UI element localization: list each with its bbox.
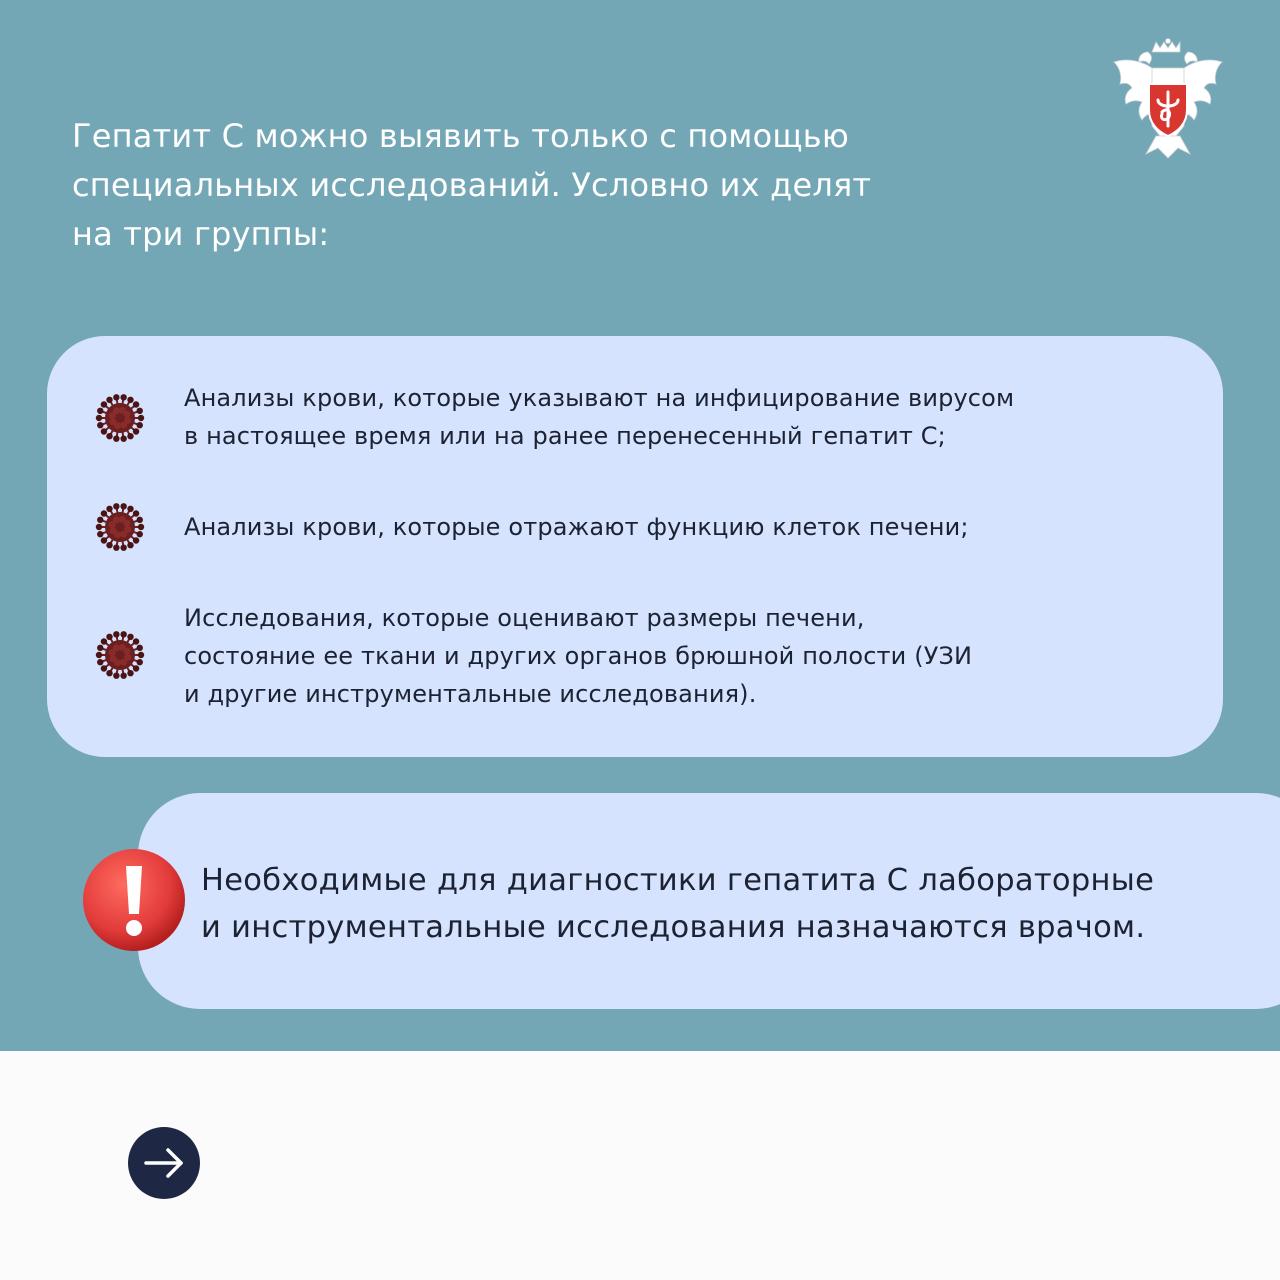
list-item-text: Анализы крови, которые указывают на инфицирование вирусом в настоящее время или на ранее перенесенный гепатит С; [184, 384, 1015, 450]
ministry-emblem-icon [1112, 38, 1224, 160]
virus-icon [95, 630, 145, 680]
research-groups-card [47, 336, 1223, 757]
intro-text: Гепатит С можно выявить только с помощью специальных исследований. Условно их делят на три группы: [72, 117, 872, 253]
list-item-text: Анализы крови, которые отражают функцию клеток печени; [184, 513, 969, 541]
doctor-note-text: Необходимые для диагностики гепатита С лабораторные и инструментальные исследования назначаются врачом. [201, 863, 1155, 945]
next-slide-button[interactable] [128, 1127, 200, 1199]
virus-icon [95, 502, 145, 552]
arrow-right-icon [144, 1143, 184, 1183]
list-item-text: Исследования, которые оценивают размеры печени, состояние ее ткани и других органов брюшной полости (УЗИ и другие инструментальные исследования). [184, 604, 973, 708]
virus-icon [95, 393, 145, 443]
exclamation-icon [80, 846, 188, 954]
